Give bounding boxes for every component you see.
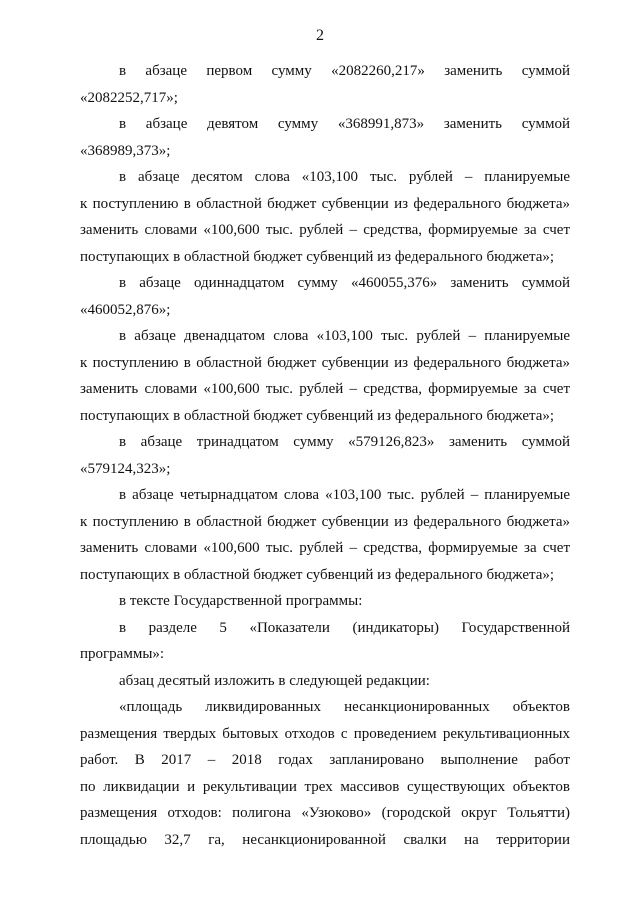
text-line: к поступлению в областной бюджет субвенции из федерального бюджета»: [80, 195, 570, 212]
text-line: программы»:: [80, 646, 165, 662]
text-line: размещения твердых бытовых отходов с проведением рекультивационных: [80, 725, 570, 742]
text-line: абзац десятый изложить в следующей редакции:: [119, 672, 430, 689]
text-line: к поступлению в областной бюджет субвенции из федерального бюджета»: [80, 513, 570, 530]
text-line: заменить словами «100,600 тыс. рублей – средства, формируемые за счет: [80, 222, 570, 238]
text-line: в тексте Государственной программы:: [119, 593, 363, 609]
text-line: в абзаце тринадцатом сумму «579126,823» заменить суммой: [119, 434, 570, 450]
text-line: к поступлению в областной бюджет субвенции из федерального бюджета»: [80, 354, 570, 371]
text-line: поступающих в областной бюджет субвенций из федерального бюджета»;: [80, 248, 555, 265]
text-line: в абзаце одиннадцатом сумму «460055,376» заменить суммой: [119, 275, 570, 291]
text-line: поступающих в областной бюджет субвенций из федерального бюджета»;: [80, 407, 555, 424]
text-line: в абзаце первом сумму «2082260,217» заменить суммой: [119, 63, 570, 79]
text-line: «2082252,717»;: [80, 89, 178, 106]
text-line: поступающих в областной бюджет субвенций из федерального бюджета»;: [80, 566, 555, 583]
text-line: площадью 32,7 га, несанкционированной свалки на территории: [80, 831, 570, 848]
text-line: «579124,323»;: [80, 460, 171, 477]
text-line: работ. В 2017 – 2018 годах запланировано выполнение работ: [80, 752, 570, 768]
text-line: «площадь ликвидированных несанкционированных объектов: [119, 699, 570, 715]
text-line: в абзаце двенадцатом слова «103,100 тыс. рублей – планируемые: [119, 328, 570, 344]
text-line: в разделе 5 «Показатели (индикаторы) Государственной: [119, 619, 570, 636]
page-number: 2: [316, 27, 324, 44]
text-line: заменить словами «100,600 тыс. рублей – средства, формируемые за счет: [80, 540, 570, 556]
text-line: в абзаце десятом слова «103,100 тыс. рублей – планируемые: [119, 169, 570, 185]
text-line: по ликвидации и рекультивации трех массивов существующих объектов: [80, 778, 570, 795]
text-line: в абзаце девятом сумму «368991,873» заменить суммой: [119, 116, 570, 132]
text-line: в абзаце четырнадцатом слова «103,100 тыс. рублей – планируемые: [119, 487, 570, 503]
text-line: заменить словами «100,600 тыс. рублей – средства, формируемые за счет: [80, 381, 570, 397]
text-line: «368989,373»;: [80, 142, 171, 159]
text-line: размещения отходов: полигона «Узюково» (городской округ Тольятти): [80, 805, 570, 821]
text-line: «460052,876»;: [80, 301, 171, 318]
document-body: [80, 58, 570, 853]
